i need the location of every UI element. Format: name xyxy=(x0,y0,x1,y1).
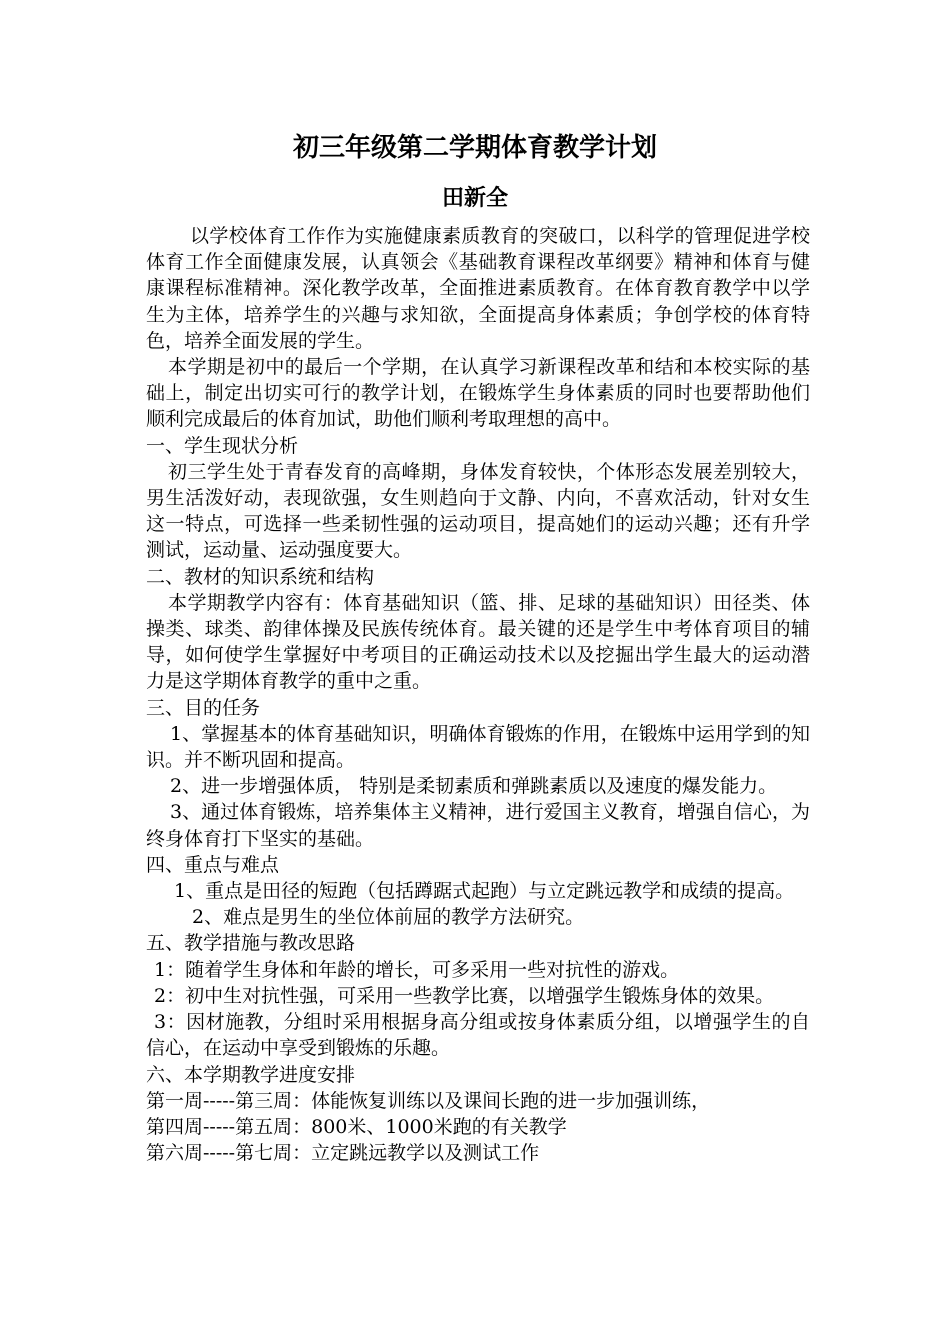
document-author: 田新全 xyxy=(441,186,508,211)
key-point-item-2: 2、难点是男生的坐位体前屈的教学方法研究。 xyxy=(192,906,585,929)
section-heading-6: 六、本学期教学进度安排 xyxy=(146,1063,356,1086)
intro-paragraph: 以学校体育工作作为实施健康素质教育的突破口，以科学的管理促进学校体育工作全面健康发展，认真领会《基础教育课程改革纲要》精神和体育与健康课程标准精神。深化教学改革，全面推进素质教育。在体育教育教学中以学生为主体，培养学生的兴趣与求知欲，全面提高身体素质；争创学校的体育特色，培养全面发展的学生。 xyxy=(146,225,810,352)
section-heading-4: 四、重点与难点 xyxy=(146,853,280,876)
document-title: 初三年级第二学期体育教学计划 xyxy=(292,133,657,163)
semester-paragraph: 本学期是初中的最后一个学期，在认真学习新课程改革和结和本校实际的基础上，制定出切实可行的教学计划，在锻炼学生身体素质的同时也要帮助他们顺利完成最后的体育加试，助他们顺利考取理想的高中。 xyxy=(146,356,810,431)
task-item-1: 1、掌握基本的体育基础知识，明确体育锻炼的作用，在锻炼中运用学到的知识。并不断巩固和提高。 xyxy=(146,722,810,772)
measure-item-3: 3：因材施教，分组时采用根据身高分组或按身体素质分组，以增强学生的自信心，在运动中享受到锻炼的乐趣。 xyxy=(146,1011,810,1060)
section-1-paragraph: 初三学生处于青春发育的高峰期，身体发育较快，个体形态发展差别较大，男生活泼好动，表现欲强，女生则趋向于文静、内向，不喜欢活动，针对女生这一特点，可选择一些柔韧性强的运动项目，提高她们的运动兴趣；还有升学测试，运动量、运动强度要大。 xyxy=(146,460,810,562)
schedule-row-3: 第六周-----第七周：立定跳远教学以及测试工作 xyxy=(146,1142,540,1165)
schedule-row-1: 第一周-----第三周：体能恢复训练以及课间长跑的进一步加强训练， xyxy=(146,1089,711,1112)
document-body xyxy=(146,223,810,1166)
section-heading-1: 一、学生现状分析 xyxy=(146,434,299,457)
section-heading-5: 五、教学措施与教改思路 xyxy=(146,932,356,955)
section-heading-2: 二、教材的知识系统和结构 xyxy=(146,565,375,588)
section-heading-3: 三、目的任务 xyxy=(146,696,261,719)
measure-item-2: 2：初中生对抗性强，可采用一些教学比赛，以增强学生锻炼身体的效果。 xyxy=(154,984,775,1007)
task-item-3: 3、通过体育锻炼，培养集体主义精神，进行爱国主义教育，增强自信心，为终身体育打下坚实的基础。 xyxy=(146,801,810,850)
key-point-item-1: 1、重点是田径的短跑（包括蹲踞式起跑）与立定跳远教学和成绩的提高。 xyxy=(174,880,795,903)
measure-item-1: 1：随着学生身体和年龄的增长，可多采用一些对抗性的游戏。 xyxy=(154,958,680,981)
section-2-paragraph: 本学期教学内容有：体育基础知识（篮、排、足球的基础知识）田径类、体操类、球类、韵律体操及民族传统体育。最关键的还是学生中考体育项目的辅导，如何使学生掌握好中考项目的正确运动技术以及挖掘出学生最大的运动潜力是这学期体育教学的重中之重。 xyxy=(146,591,810,693)
task-item-2: 2、进一步增强体质， 特别是柔韧素质和弹跳素质以及速度的爆发能力。 xyxy=(170,775,778,798)
schedule-row-2: 第四周-----第五周：800米、1000米跑的有关教学 xyxy=(146,1115,567,1138)
